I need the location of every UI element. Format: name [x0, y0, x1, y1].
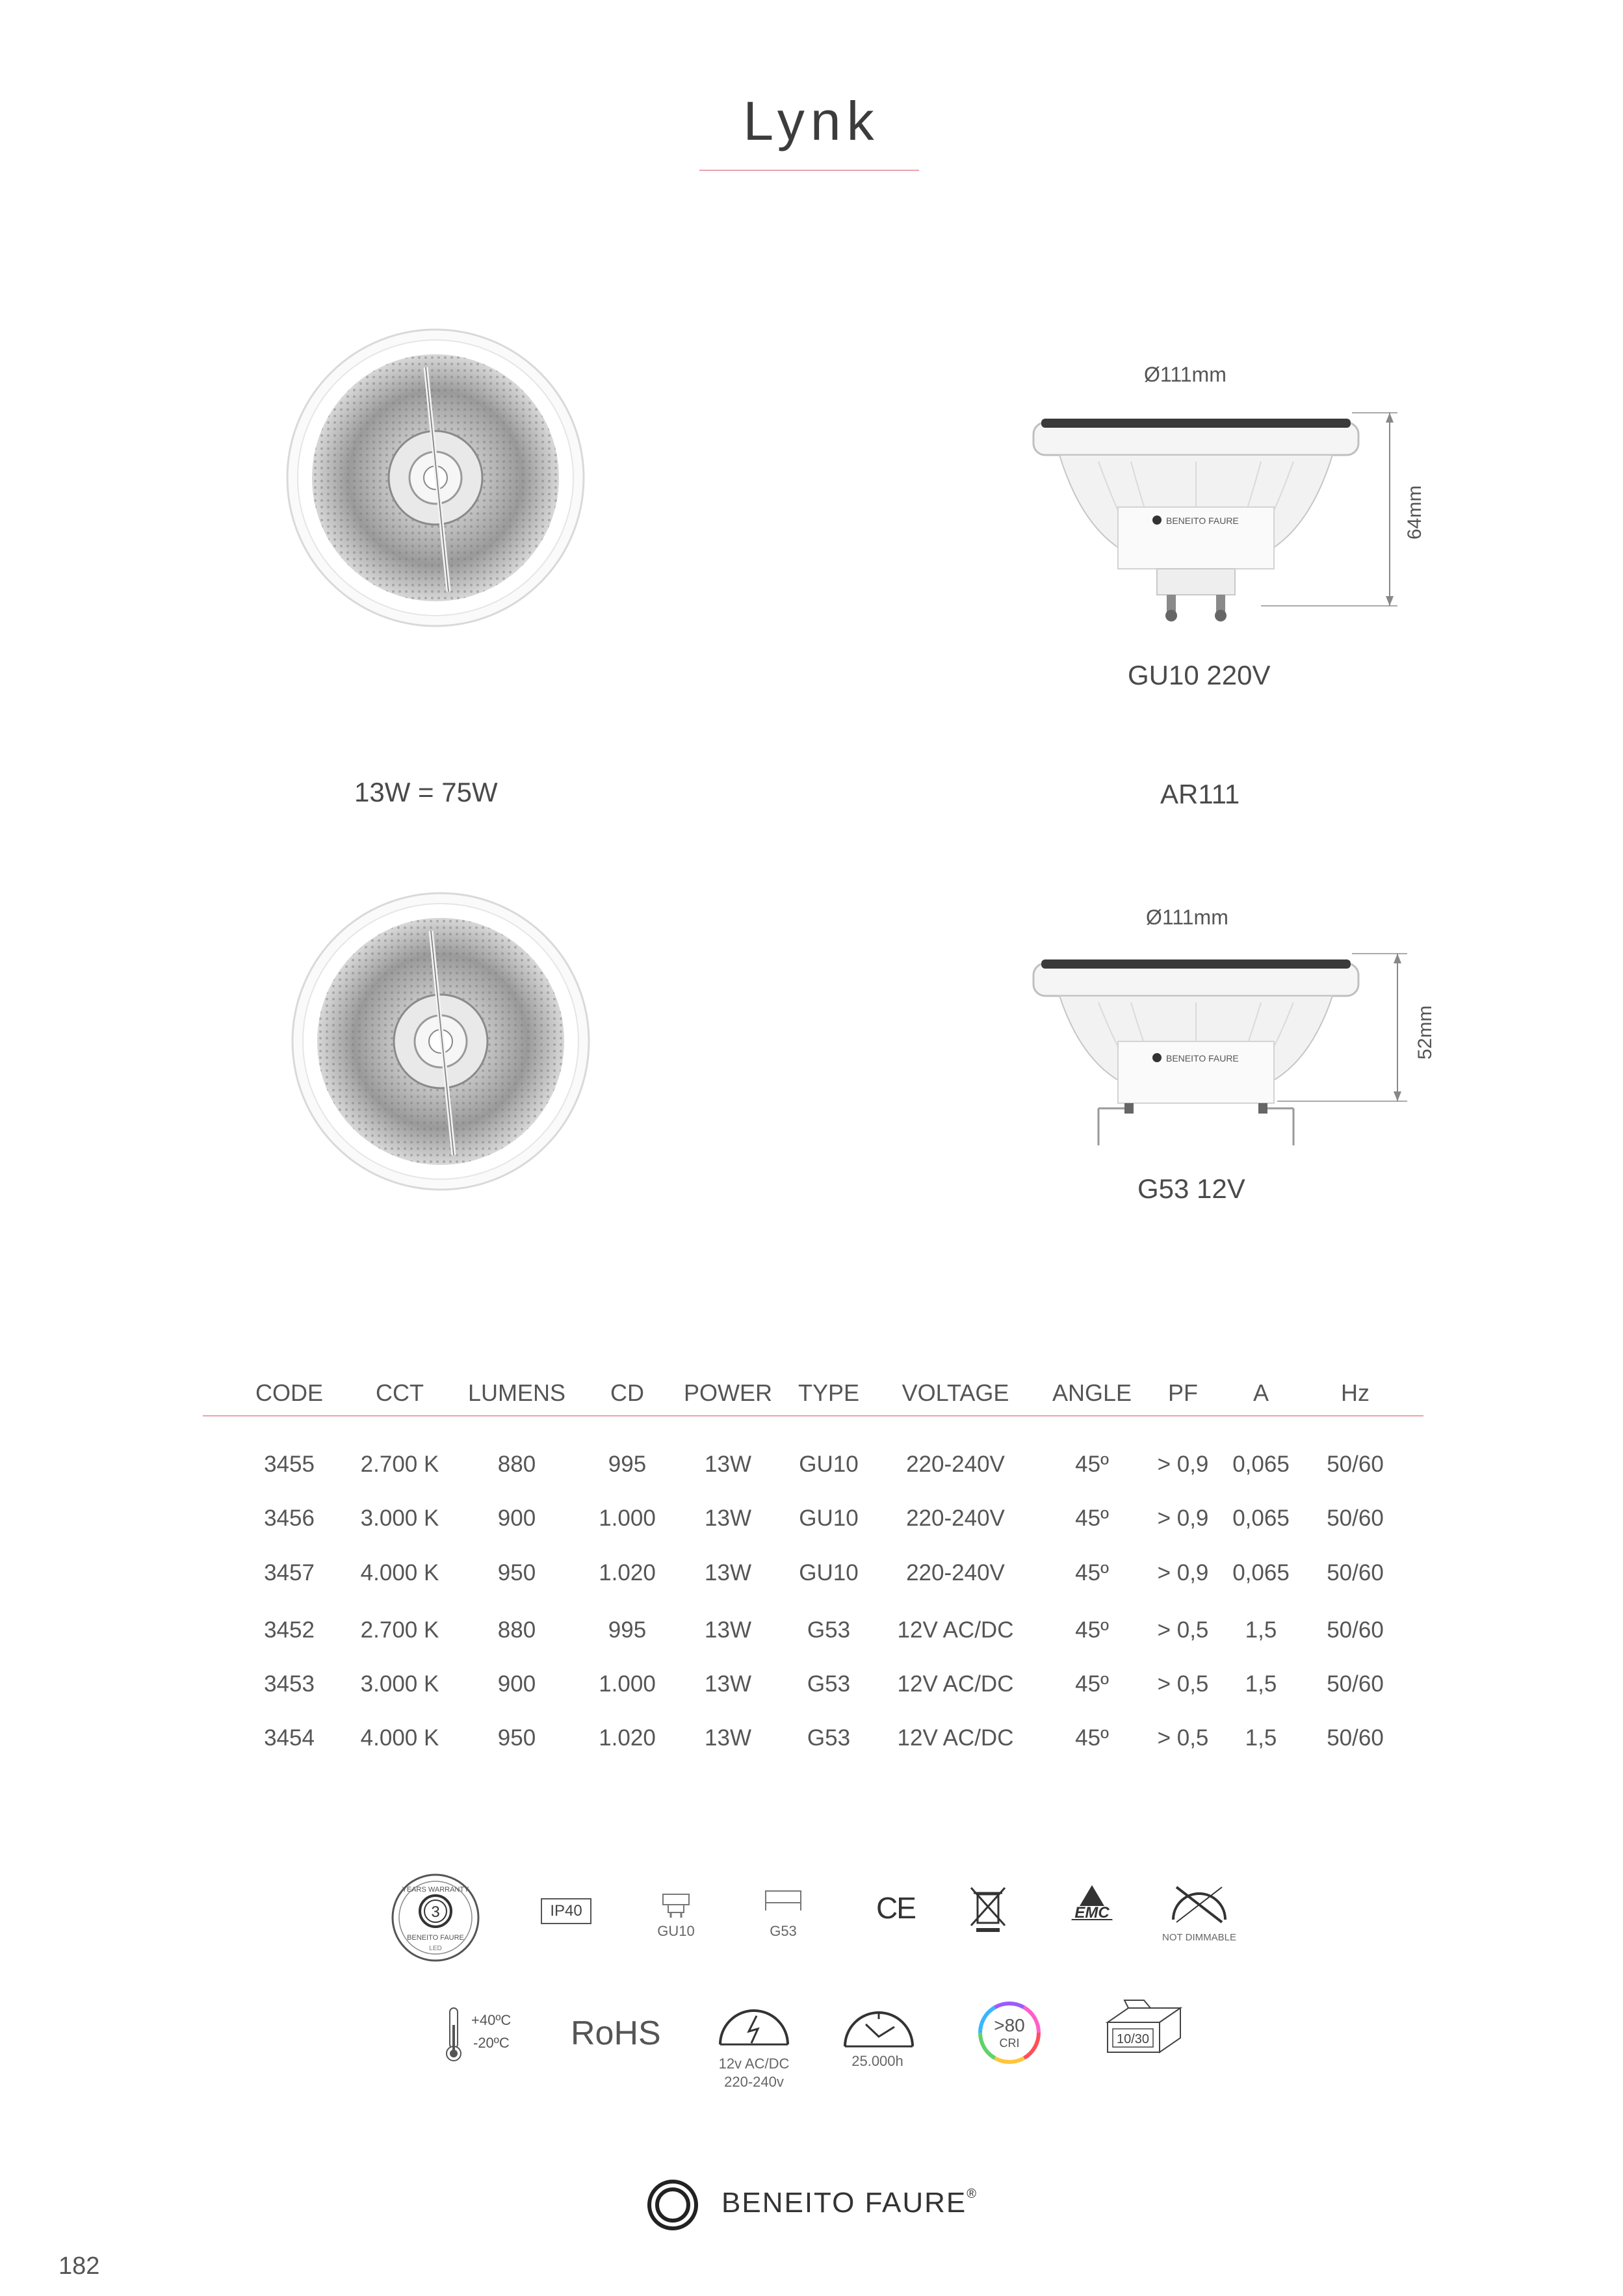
warranty-years: 3 — [431, 1903, 440, 1921]
cri-label: CRI — [999, 2037, 1020, 2050]
table-cell: 45º — [1075, 1506, 1109, 1531]
th-cd: CD — [610, 1379, 644, 1406]
table-cell: > 0,9 — [1157, 1560, 1209, 1585]
table-cell: 4.000 K — [360, 1560, 439, 1585]
table-cell: 13W — [705, 1671, 751, 1697]
box-quantity: 10/30 — [1116, 2032, 1150, 2046]
table-cell: 12V AC/DC — [897, 1671, 1014, 1697]
not-dimmable-icon — [1167, 1882, 1232, 1927]
table-cell: 3456 — [264, 1506, 315, 1531]
table-cell: G53 — [807, 1725, 851, 1751]
table-cell: 3452 — [264, 1617, 315, 1643]
gu10-height: 64mm — [1404, 485, 1425, 540]
table-cell: 13W — [705, 1452, 751, 1477]
table-cell: 45º — [1075, 1617, 1109, 1643]
thermometer-icon — [444, 2005, 463, 2064]
table-cell: > 0,5 — [1157, 1617, 1209, 1643]
table-cell: 3453 — [264, 1671, 315, 1697]
gu10-logo-text: BENEITO FAURE — [1166, 515, 1239, 526]
table-cell: > 0,9 — [1157, 1506, 1209, 1531]
cri-value: >80 — [994, 2015, 1025, 2035]
g53-caption: G53 12V — [1137, 1173, 1245, 1204]
table-cell: 950 — [497, 1725, 536, 1751]
gu10-icon-label: GU10 — [657, 1923, 695, 1939]
table-cell: 50/60 — [1327, 1617, 1384, 1643]
lifetime-clock-icon — [840, 2001, 918, 2050]
brand-name — [721, 2187, 978, 2219]
page-number: 182 — [58, 2252, 100, 2280]
table-cell: 45º — [1075, 1452, 1109, 1477]
warranty-badge-icon — [390, 1872, 481, 1963]
voltage-icon — [715, 1999, 793, 2048]
table-cell: G53 — [807, 1671, 851, 1697]
th-a: A — [1253, 1379, 1269, 1406]
table-cell: 1.020 — [599, 1725, 656, 1751]
lamp-side-view-gu10 — [1027, 410, 1430, 631]
th-code: CODE — [255, 1379, 323, 1406]
table-cell: 1,5 — [1245, 1617, 1277, 1643]
table-cell: 900 — [497, 1671, 536, 1697]
th-voltage: VOLTAGE — [902, 1379, 1009, 1406]
gu10-base-icon — [656, 1892, 695, 1921]
table-cell: GU10 — [799, 1452, 859, 1477]
table-cell: 0,065 — [1232, 1560, 1290, 1585]
table-cell: 13W — [705, 1506, 751, 1531]
table-cell: 2.700 K — [360, 1452, 439, 1477]
table-cell: GU10 — [799, 1506, 859, 1531]
table-cell: 45º — [1075, 1671, 1109, 1697]
table-cell: 1,5 — [1245, 1725, 1277, 1751]
ip40-badge: IP40 — [541, 1898, 591, 1924]
voltage-label-2: 220-240v — [724, 2074, 784, 2090]
table-cell: 1.000 — [599, 1671, 656, 1697]
table-cell: 0,065 — [1232, 1506, 1290, 1531]
emc-icon — [1066, 1884, 1118, 1929]
temp-low: -20ºC — [473, 2035, 510, 2051]
table-cell: 880 — [497, 1617, 536, 1643]
th-cct: CCT — [376, 1379, 424, 1406]
title-underline — [699, 170, 919, 171]
warranty-sub-text: LED — [429, 1945, 442, 1952]
g53-height: 52mm — [1414, 1005, 1436, 1060]
th-power: POWER — [683, 1379, 772, 1406]
page-title: Lynk — [743, 90, 880, 151]
table-cell: 50/60 — [1327, 1671, 1384, 1697]
table-cell: 50/60 — [1327, 1725, 1384, 1751]
table-cell: 995 — [608, 1617, 647, 1643]
g53-base-icon — [760, 1888, 806, 1914]
table-cell: 45º — [1075, 1560, 1109, 1585]
table-cell: 50/60 — [1327, 1452, 1384, 1477]
emc-text: EMC — [1074, 1904, 1110, 1922]
table-cell: 1.020 — [599, 1560, 656, 1585]
g53-icon-label: G53 — [770, 1923, 797, 1939]
table-cell: 3.000 K — [360, 1671, 439, 1697]
table-cell: 12V AC/DC — [897, 1617, 1014, 1643]
table-cell: 13W — [705, 1725, 751, 1751]
table-cell: 50/60 — [1327, 1506, 1384, 1531]
g53-diameter: Ø111mm — [1146, 906, 1228, 929]
lamp-front-view-gu10 — [286, 328, 585, 627]
table-cell: 220-240V — [906, 1452, 1005, 1477]
table-cell: GU10 — [799, 1560, 859, 1585]
table-cell: 950 — [497, 1560, 536, 1585]
gu10-diameter: Ø111mm — [1144, 363, 1227, 386]
table-cell: > 0,5 — [1157, 1671, 1209, 1697]
brand-logo-icon — [647, 2179, 699, 2231]
gu10-caption: GU10 220V — [1128, 660, 1271, 690]
table-cell: 220-240V — [906, 1560, 1005, 1585]
table-cell: 12V AC/DC — [897, 1725, 1014, 1751]
table-cell: 45º — [1075, 1725, 1109, 1751]
table-cell: 13W — [705, 1617, 751, 1643]
table-cell: 880 — [497, 1452, 536, 1477]
table-cell: 2.700 K — [360, 1617, 439, 1643]
table-cell: 1,5 — [1245, 1671, 1277, 1697]
temp-high: +40ºC — [471, 2012, 512, 2028]
table-cell: 3457 — [264, 1560, 315, 1585]
table-cell: 3455 — [264, 1452, 315, 1477]
warranty-top-text: YEARS WARRANTY — [402, 1886, 469, 1894]
th-lumens: LUMENS — [467, 1379, 566, 1406]
ce-mark-icon: CE — [876, 1891, 915, 1925]
lamp-side-view-g53 — [1027, 950, 1430, 1158]
table-cell: 995 — [608, 1452, 647, 1477]
table-cell: 4.000 K — [360, 1725, 439, 1751]
table-cell: 1.000 — [599, 1506, 656, 1531]
lifetime-label: 25.000h — [851, 2053, 903, 2069]
table-cell: 13W — [705, 1560, 751, 1585]
table-cell: 0,065 — [1232, 1452, 1290, 1477]
weee-bin-icon — [968, 1885, 1007, 1934]
table-cell: 50/60 — [1327, 1560, 1384, 1585]
equivalence-label: 13W = 75W — [354, 777, 498, 807]
lamp-front-view-g53 — [291, 892, 590, 1191]
table-cell: G53 — [807, 1617, 851, 1643]
family-label: AR111 — [1160, 779, 1240, 809]
rohs-mark: RoHS — [571, 2015, 661, 2052]
th-hz: Hz — [1341, 1379, 1370, 1406]
th-pf: PF — [1167, 1379, 1198, 1406]
warranty-bottom-text: BENEITO FAURE — [407, 1934, 464, 1942]
brand-name-text: BENEITO FAURE — [721, 2187, 967, 2219]
table-cell: 220-240V — [906, 1506, 1005, 1531]
g53-logo-text: BENEITO FAURE — [1166, 1053, 1239, 1063]
th-type: TYPE — [798, 1379, 860, 1406]
packaging-box-icon — [1105, 1999, 1183, 2057]
registered-mark: ® — [967, 2187, 978, 2201]
table-cell: 3454 — [264, 1725, 315, 1751]
th-angle: ANGLE — [1052, 1379, 1132, 1406]
table-cell: > 0,9 — [1157, 1452, 1209, 1477]
table-cell: 3.000 K — [360, 1506, 439, 1531]
table-cell: 900 — [497, 1506, 536, 1531]
table-header-divider — [203, 1415, 1423, 1416]
cri-icon — [977, 2000, 1042, 2065]
not-dimmable-label: NOT DIMMABLE — [1162, 1932, 1236, 1943]
table-cell: > 0,5 — [1157, 1725, 1209, 1751]
voltage-label-1: 12v AC/DC — [718, 2055, 790, 2072]
